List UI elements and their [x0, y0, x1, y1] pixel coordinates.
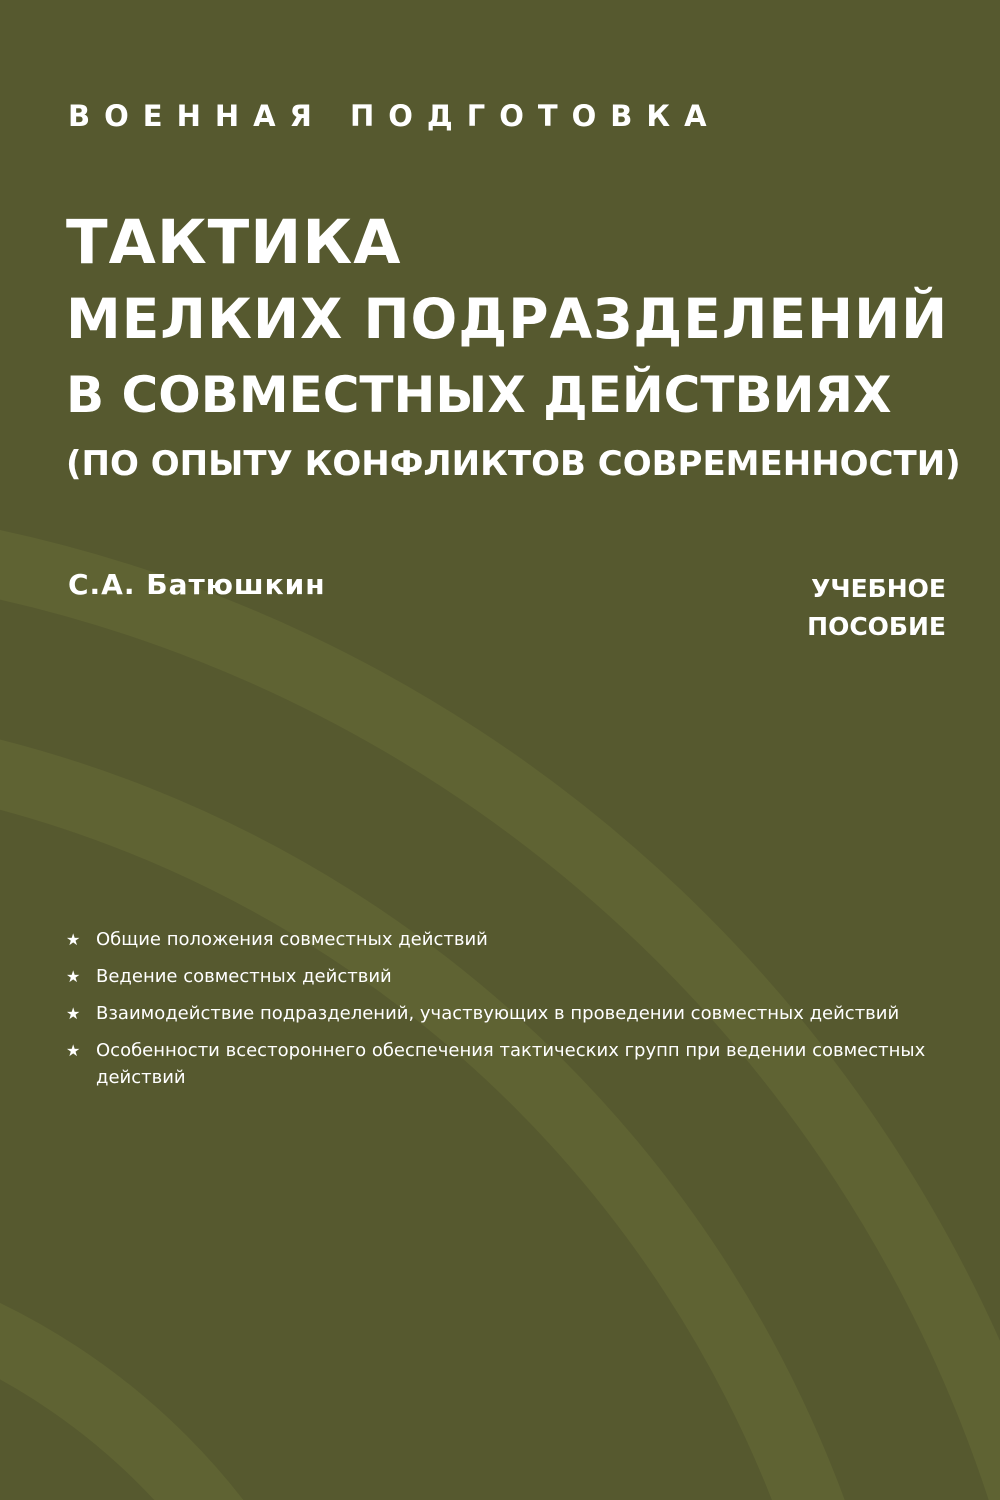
topic-text: Особенности всестороннего обеспечения тактических групп при ведении совместных действий	[96, 1040, 926, 1088]
topic-item	[66, 926, 946, 953]
topic-item	[66, 1000, 946, 1027]
genre-line-2: ПОСОБИЕ	[807, 612, 946, 641]
topic-item	[66, 963, 946, 990]
title-line-1: ТАКТИКА	[66, 207, 402, 278]
star-icon: ★	[66, 1004, 81, 1023]
star-icon: ★	[66, 930, 81, 949]
star-icon: ★	[66, 967, 81, 986]
author-name: С.А. Батюшкин	[68, 568, 326, 601]
topic-text: Ведение совместных действий	[96, 966, 392, 987]
title-subtitle: (ПО ОПЫТУ КОНФЛИКТОВ СОВРЕМЕННОСТИ)	[66, 444, 961, 484]
topic-text: Взаимодействие подразделений, участвующих в проведении совместных действий	[96, 1003, 900, 1024]
title-line-3: В СОВМЕСТНЫХ ДЕЙСТВИЯХ	[66, 366, 892, 424]
book-title	[66, 205, 961, 495]
topic-text: Общие положения совместных действий	[96, 929, 488, 950]
arc-middle	[0, 736, 886, 1500]
genre-label	[807, 570, 946, 646]
series-title: ВОЕННАЯ ПОДГОТОВКА	[68, 99, 721, 133]
topics-list	[66, 926, 946, 1101]
arc-inner	[0, 1268, 354, 1500]
title-line-2: МЕЛКИХ ПОДРАЗДЕЛЕНИЙ	[66, 287, 949, 351]
topic-item	[66, 1037, 946, 1091]
star-icon: ★	[66, 1041, 81, 1060]
genre-line-1: УЧЕБНОЕ	[811, 574, 946, 603]
